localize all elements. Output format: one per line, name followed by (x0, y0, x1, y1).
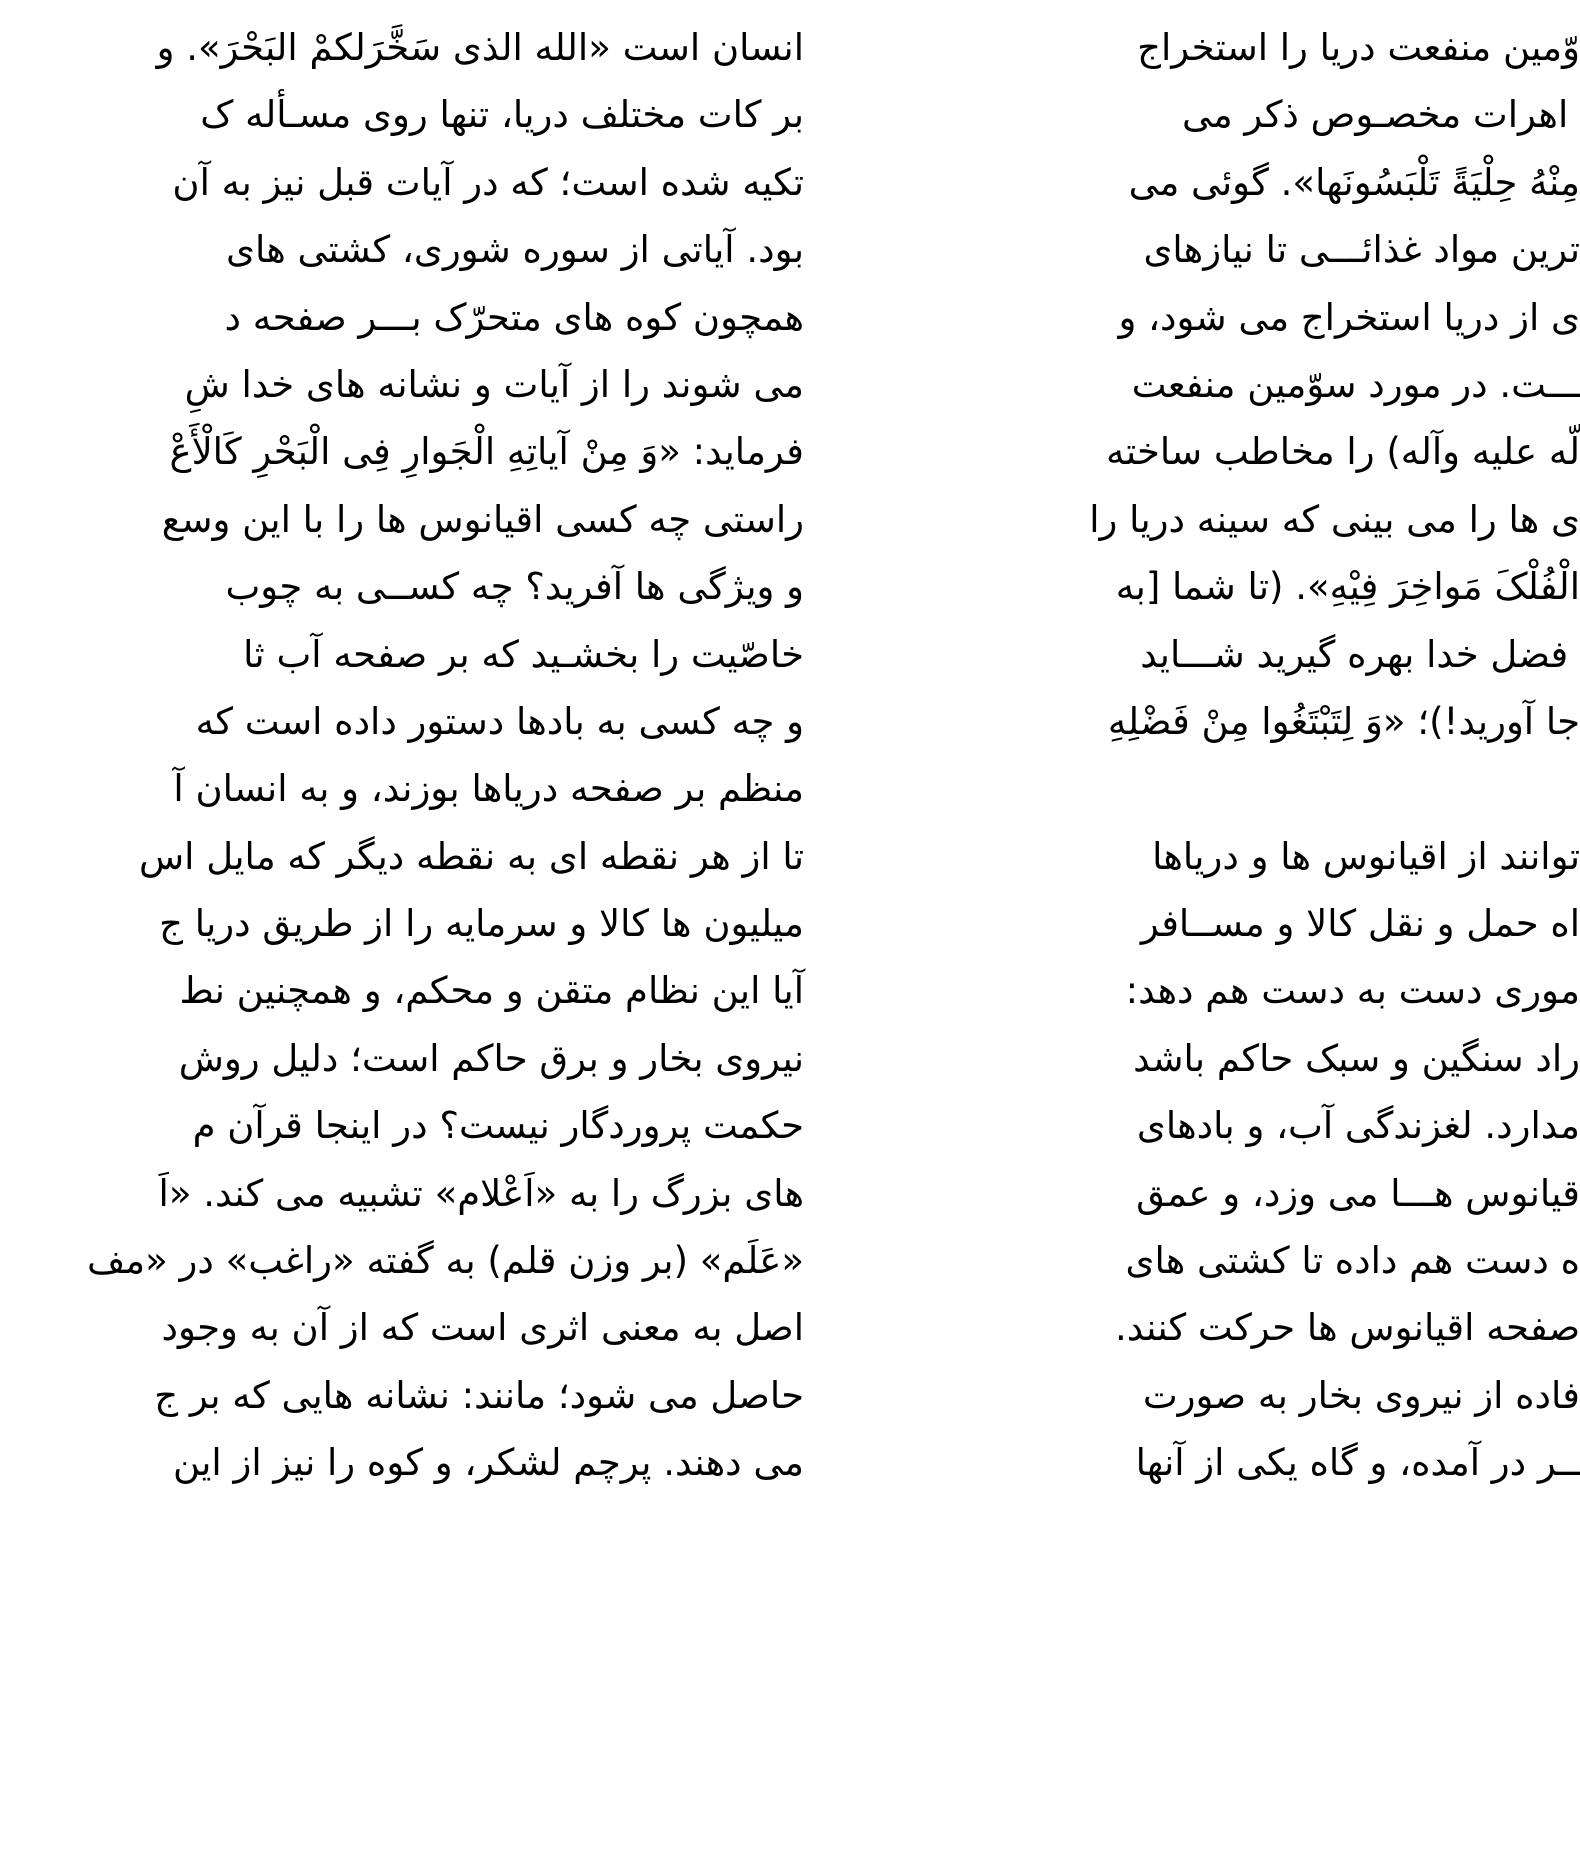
text-line: حکمت پروردگار نیست؟ در اینجا قرآن م (192, 1104, 804, 1148)
text-line: لّه علیه وآله) را مخاطب ساخته (1106, 430, 1580, 474)
text-line: منظم بر صفحه دریاها بوزند، و به انسان آ (173, 767, 804, 811)
text-line: و ویژگی ها آفرید؟ چه کســی به چوب (225, 565, 804, 609)
text-line: قیانوس هـــا می وزد، و عمق (1136, 1171, 1580, 1215)
text-line: و چه کسی به بادها دستور داده است که (195, 699, 804, 743)
text-line: ه دست هم داده تا کشتی های (1125, 1239, 1580, 1283)
text-line: ـــت. در مورد سوّمین منفعت (1131, 362, 1580, 406)
text-line: ِ اهرات مخصـوص ذکر می (1181, 93, 1580, 137)
text-line: مدارد. لغزندگی آب، و بادهای (1136, 1104, 1580, 1148)
paragraph-gap (940, 755, 1580, 822)
text-line: های بزرگ را به «اَعْلام» تشبیه می کند. «اَ (158, 1171, 804, 1215)
text-line: فرماید: «وَ مِنْ آیاتِهِ الْجَوارِ فِی الْبَحْرِ کَالْأَعْ (169, 430, 804, 474)
text-line: مِنْهُ حِلْیَةً تَلْبَسُونَها». گوئی می (1128, 160, 1580, 204)
text-line: فاده از نیروی بخار به صورت (1142, 1373, 1580, 1417)
text-line: وّمین منفعت دریا را استخراج (1137, 26, 1580, 69)
text-line: ی از دریا استخراج می شود، و (1118, 295, 1580, 339)
text-line: ــر در آمده، و گاه یکی از آنها (1135, 1441, 1580, 1485)
text-line: بود. آیاتی از سوره شوری، کشتی های (226, 228, 804, 272)
text-line: میلیون ها کالا و سرمایه را از طریق دریا ج (159, 902, 804, 946)
text-line: انسان است «الله الذی سَخَّرَلکمْ البَحْرَ». و (156, 26, 804, 69)
text-line: اصل به معنی اثری است که از آن به وجود (161, 1306, 804, 1350)
text-line: راستی چه کسی اقیانوس ها را با این وسع (161, 497, 804, 541)
text-line: الْفُلْکَ مَواخِرَ فِیْهِ». (تا شما [به (1115, 565, 1580, 609)
text-line: تکیه شده است؛ که در آیات قبل نیز به آن (172, 160, 804, 204)
text-line: راد سنگین و سبک حاکم باشد (1133, 1036, 1580, 1080)
text-line: خاصّیت را بخشـید که بر صفحه آب ثا (243, 632, 804, 676)
text-column-right (940, 14, 1580, 1497)
text-line: بر کات مختلف دریا، تنها روی مسـأله ک (200, 93, 804, 137)
text-line: «عَلَم» (بر وزن قلم) به گفته «راغب» در «مف (86, 1239, 804, 1283)
text-line: ِ فضل خدا بهره گیرید شـــاید (1140, 632, 1580, 676)
text-line: حاصل می شود؛ مانند: نشانه هایی که بر ج (154, 1373, 804, 1417)
text-line: صفحه اقیانوس ها حرکت کنند. (1114, 1306, 1580, 1350)
text-column-left (0, 14, 804, 1497)
text-line: می شوند را از آیات و نشانه های خدا شِ (184, 362, 804, 406)
text-line: نیروی بخار و برق حاکم است؛ دلیل روش (178, 1036, 804, 1080)
text-line: می دهند. پرچم لشکر، و کوه را نیز از این (172, 1441, 804, 1485)
text-line: تا از هر نقطه ای به نقطه دیگر که مایل اس (139, 834, 804, 878)
text-line: آیا این نظام متقن و محکم، و همچنین نط (179, 969, 804, 1013)
text-line: ی ها را می بینی که سینه دریا را (1089, 497, 1580, 541)
text-line: ترین مواد غذائـــی تا نیازهای (1143, 228, 1580, 272)
text-line: توانند از اقیانوس ها و دریاها (1152, 834, 1580, 878)
text-line: جا آورید!)؛ «وَ لِتَبْتَغُوا مِنْ فَضْلِهِ (1107, 699, 1580, 743)
text-line: اه حمل و نقل کالا و مســافر (1140, 902, 1580, 946)
text-line: همچون کوه های متحرّک بـــر صفحه د (224, 295, 804, 339)
text-line: موری دست به دست هم دهد: (1125, 969, 1580, 1013)
